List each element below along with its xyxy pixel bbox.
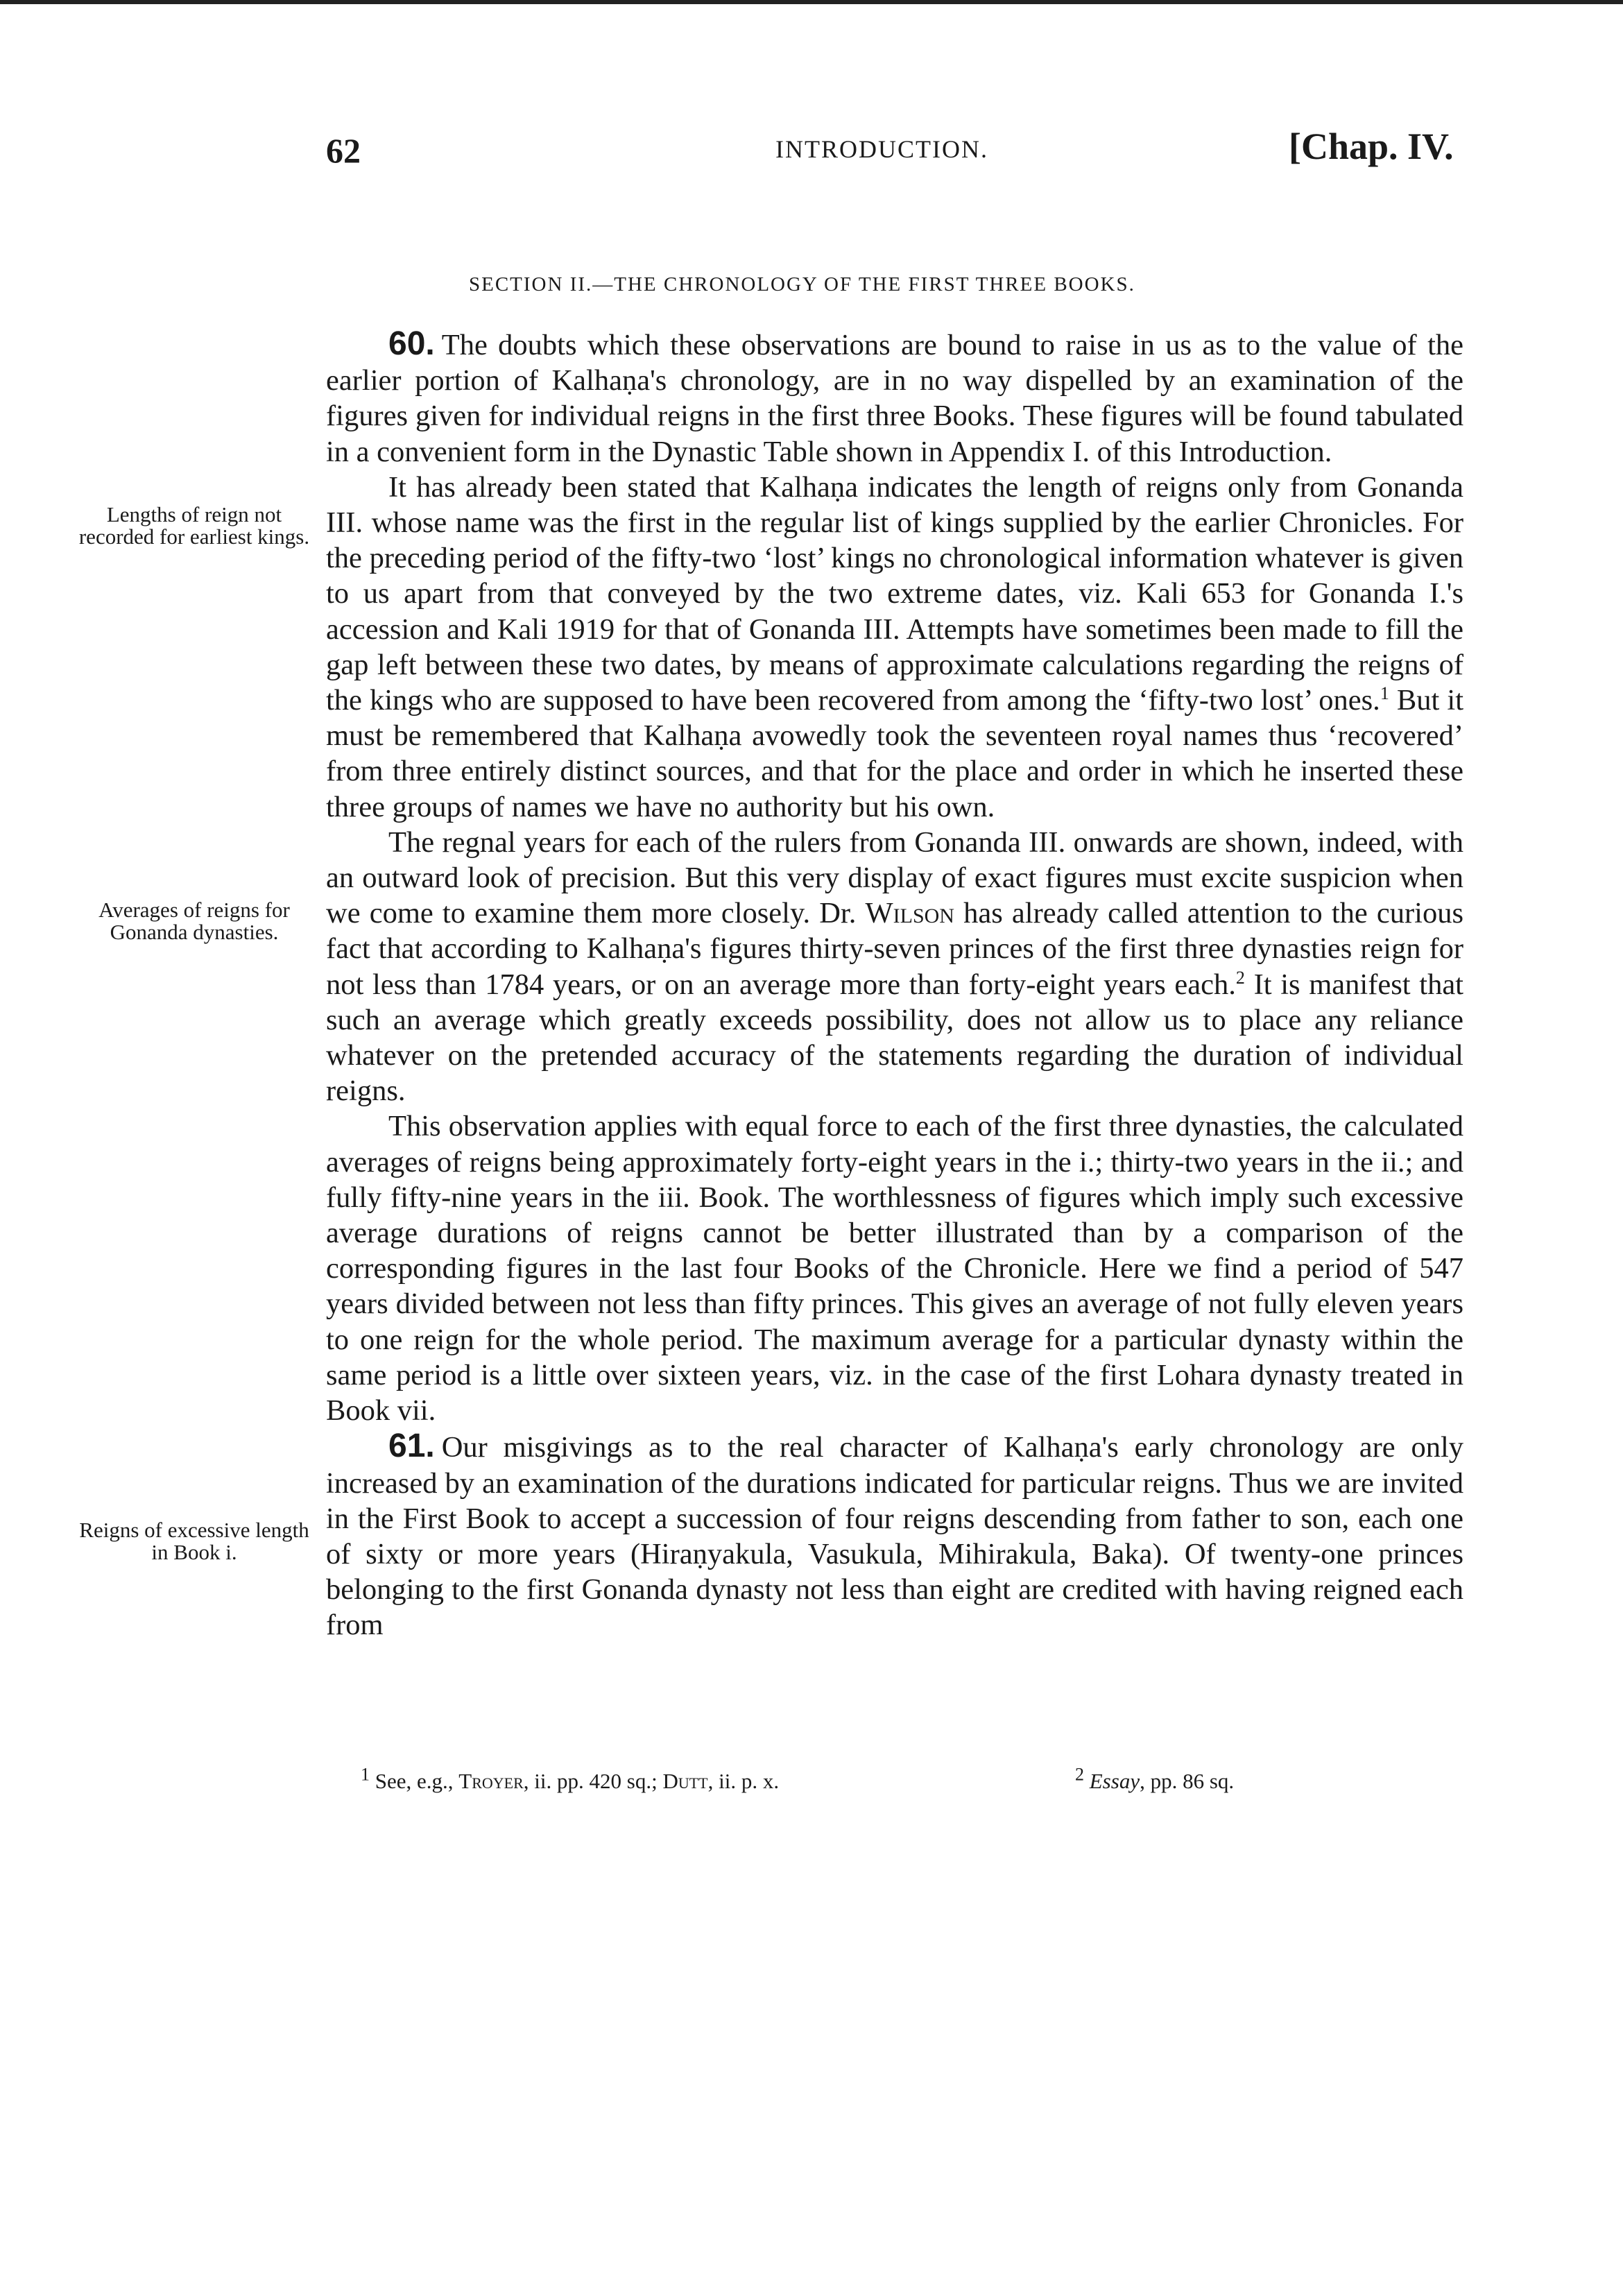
author-name: Dutt [662,1769,708,1793]
paragraph-text: The doubts which these observations are bound to raise in us as to the value of the earlier portion of Kalhaṇa's chronology, are in no way dispelled by an examination of the figures given for individual reigns in the first three Books. These figures will be found tabulated in a convenient form in the Dynastic Table shown in Appendix I. of this Introduction. [326,329,1463,468]
paragraph-regnal-years [326,825,1463,1109]
footnote-ref-1[interactable]: 1 [1380,683,1389,703]
marginal-note-reign-lengths: Lengths of reign not recorded for earliest kings. [78,502,310,549]
paragraph-dynasty-averages [326,1108,1463,1428]
footnote-text: , pp. 86 sq. [1140,1769,1235,1793]
section-heading: SECTION II.—THE CHRONOLOGY OF THE FIRST THREE BOOKS. [469,273,1135,295]
footnote-marker: 1 [361,1764,370,1785]
paragraph-text: It is manifest that such an average which greatly exceeds possibility, does not allow us to place any reliance whatever on the pretended accuracy of the statements regarding the duration of individual reigns. [326,968,1463,1108]
footnote-text: , ii. pp. 420 sq.; [523,1769,658,1793]
paragraph-number: 60. [388,325,435,362]
paragraph-text: But it must be remembered that Kalhaṇa avowedly took the seventeen royal names thus ‘recovered’ from three entirely distinct sources, and that for the place and order in which he inserted these three groups of names we have no authority but his own. [326,684,1463,823]
footnote-marker: 2 [1075,1764,1084,1785]
chapter-reference: [Chap. IV. [1289,126,1454,167]
body-text [326,326,1463,1643]
footnote-ref-2[interactable]: 2 [1235,967,1245,988]
footnote-2 [1075,1764,1235,1795]
paragraph-text: It has already been stated that Kalhaṇa indicates the length of reigns only from Gonanda III. whose name was the first in the regular list of kings supplied by the earlier Chronicles. For the preceding period of the fifty-two ‘lost’ kings no chronological information whatever is given to us apart from that conveyed by the two extreme dates, viz. Kali 653 for Gonanda I.'s accession and Kali 1919 for that of Gonanda III. Attempts have sometimes been made to fill the gap left between these two dates, by means of approximate calculations regarding the reigns of the kings who are supposed to have been recovered from among the ‘fifty-two lost’ ones. [326,470,1463,717]
paragraph-lost-kings [326,470,1463,825]
author-name: Troyer [458,1769,524,1793]
paragraph-number: 61. [388,1428,435,1465]
page-number: 62 [326,131,361,170]
paragraph-60 [326,326,1463,470]
paragraph-61 [326,1428,1463,1643]
top-rule [0,0,1623,4]
paragraph-text: has already called attention to the curious fact that according to Kalhaṇa's figures thirty-seven princes of the first three dynasties reign for not less than 1784 years, or on an average more than forty-eight years each. [326,897,1464,1001]
footnote-text: See, e.g., [375,1769,454,1793]
footnote-1 [326,1764,867,1795]
paragraph-text: The regnal years for each of the rulers from Gonanda III. onwards are shown, indeed, with an outward look of precision. But this very display of exact figures must excite suspicion when we come to examine them more closely. Dr. [326,825,1463,930]
paragraph-text: Our misgivings as to the real character of Kalhaṇa's early chronology are only increased by an examination of the durations indicated for particular reigns. Thus we are invited in the First Book to accept a succession of four reigns descending from father to son, each one of sixty or more years (Hiraṇyakula, Vasukula, Mihirakula, Baka). Of twenty-one princes belonging to the first Gonanda dynasty not less than eight are credited with having reigned each from [326,1431,1463,1642]
work-title: Essay [1089,1769,1140,1793]
marginal-note-excessive-reigns: Reigns of excessive length in Book i. [79,1518,309,1564]
author-name: Wilson [865,897,954,930]
running-title: INTRODUCTION. [775,135,988,163]
footnote-text: , ii. p. x. [707,1769,780,1793]
marginal-note-averages: Averages of reigns for Gonanda dynasties. [98,898,290,944]
paragraph-text: This observation applies with equal force to each of the first three dynasties, the calculated averages of reigns being approximately forty-eight years in the i.; thirty-two years in the ii.; and fully fifty-nine years in the iii. Book. The worthlessness of figures which imply such excessive average durations of reigns cannot be better illustrated than by a comparison of the corresponding figures in the last four Books of the Chronicle. Here we find a period of 547 years divided between not less than fifty princes. This gives an average of not fully eleven years to one reign for the whole period. The maximum average for a particular dynasty within the same period is a little over sixteen years, viz. in the case of the first Lohara dynasty treated in Book vii. [326,1110,1463,1428]
